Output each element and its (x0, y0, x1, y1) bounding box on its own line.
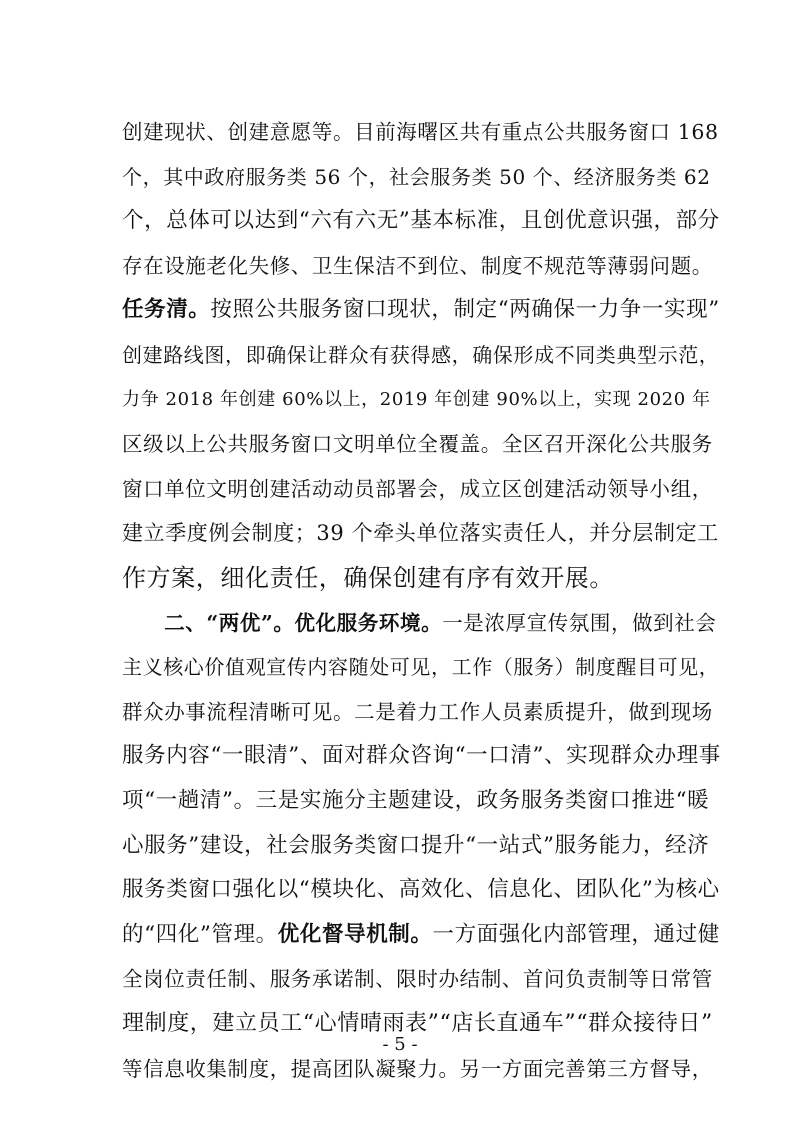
bold-heading-text: 任务清。 (122, 297, 211, 323)
paragraph-text: 一方面强化内部管理，通过健 (432, 921, 720, 947)
paragraph-text: 等信息收集制度，提高团队凝聚力。另一方面完善第三方督导， (122, 1056, 713, 1081)
text-line (122, 199, 722, 243)
paragraph-text: 一是浓厚宣传氛围，做到社会 (442, 610, 717, 635)
text-line (122, 913, 722, 957)
page-number: - 5 - (382, 1034, 418, 1055)
text-line (122, 868, 722, 912)
paragraph-text: 服务内容“一眼清”、面对群众咨询“一口清”、实现群众办理事 (122, 743, 721, 769)
paragraph-text: 创建现状、创建意愿等。目前海曙区共有重点公共服务窗口 168 (122, 120, 719, 144)
paragraph-text: 建立季度例会制度；39 个牵头单位落实责任人，并分层制定工 (122, 521, 719, 546)
text-line (122, 734, 722, 778)
paragraph-text: 区级以上公共服务窗口文明单位全覆盖。全区召开深化公共服务 (122, 432, 713, 457)
text-line (122, 601, 722, 645)
text-line (122, 645, 722, 689)
text-line (122, 244, 722, 288)
paragraph-text: 理制度，建立员工“心情晴雨表”“店长直通车”“群众接待日” (122, 1011, 713, 1036)
paragraph-text: 存在设施老化失修、卫生保洁不到位、制度不规范等薄弱问题。 (122, 253, 713, 278)
paragraph-text: 窗口单位文明创建活动动员部署会，成立区创建活动领导小组， (122, 476, 713, 501)
text-line (122, 511, 722, 555)
paragraph-text: 按照公共服务窗口现状，制定“两确保一力争一实现” (210, 297, 720, 323)
paragraph-text: 的“四化”管理。 (122, 921, 278, 947)
text-line (122, 690, 722, 734)
text-line (122, 333, 722, 377)
paragraph-text: 服务类窗口强化以“模块化、高效化、信息化、团队化”为核心 (122, 877, 720, 903)
bold-heading-text: 二、“两优”。优化服务环境。 (122, 610, 443, 635)
text-line (122, 957, 722, 1001)
text-line (122, 288, 722, 332)
text-line (122, 378, 722, 422)
paragraph-text: 作方案，细化责任，确保创建有序有效开展。 (122, 564, 614, 592)
text-line (122, 779, 722, 823)
paragraph-text: 个，总体可以达到“六有六无”基本标准，且创优意识强，部分 (122, 208, 720, 234)
paragraph-text: 心服务”建设，社会服务类窗口提升“一站式”服务能力，经济 (122, 832, 710, 858)
paragraph-text: 个，其中政府服务类 56 个，社会服务类 50 个、经济服务类 62 (122, 164, 711, 189)
text-line (122, 556, 722, 600)
paragraph-text: 主义核心价值观宣传内容随处可见，工作（服务）制度醒目可见， (122, 655, 720, 680)
text-line (122, 155, 722, 199)
bold-heading-text: 优化督导机制。 (277, 921, 433, 947)
paragraph-text: 力争 2018 年创建 60%以上，2019 年创建 90%以上，实现 2020 年 (122, 388, 711, 410)
text-line (122, 422, 722, 466)
text-line (122, 467, 722, 511)
text-line (122, 824, 722, 868)
paragraph-text: 全岗位责任制、服务承诺制、限时办结制、首问负责制等日常管 (122, 967, 713, 992)
paragraph-text: 项“一趟清”。三是实施分主题建设，政务服务类窗口推进“暖 (122, 788, 710, 813)
text-line (122, 110, 722, 154)
paragraph-text: 群众办事流程清晰可见。二是着力工作人员素质提升，做到现场 (122, 699, 713, 724)
paragraph-text: 创建路线图，即确保让群众有获得感，确保形成不同类典型示范， (122, 343, 720, 367)
